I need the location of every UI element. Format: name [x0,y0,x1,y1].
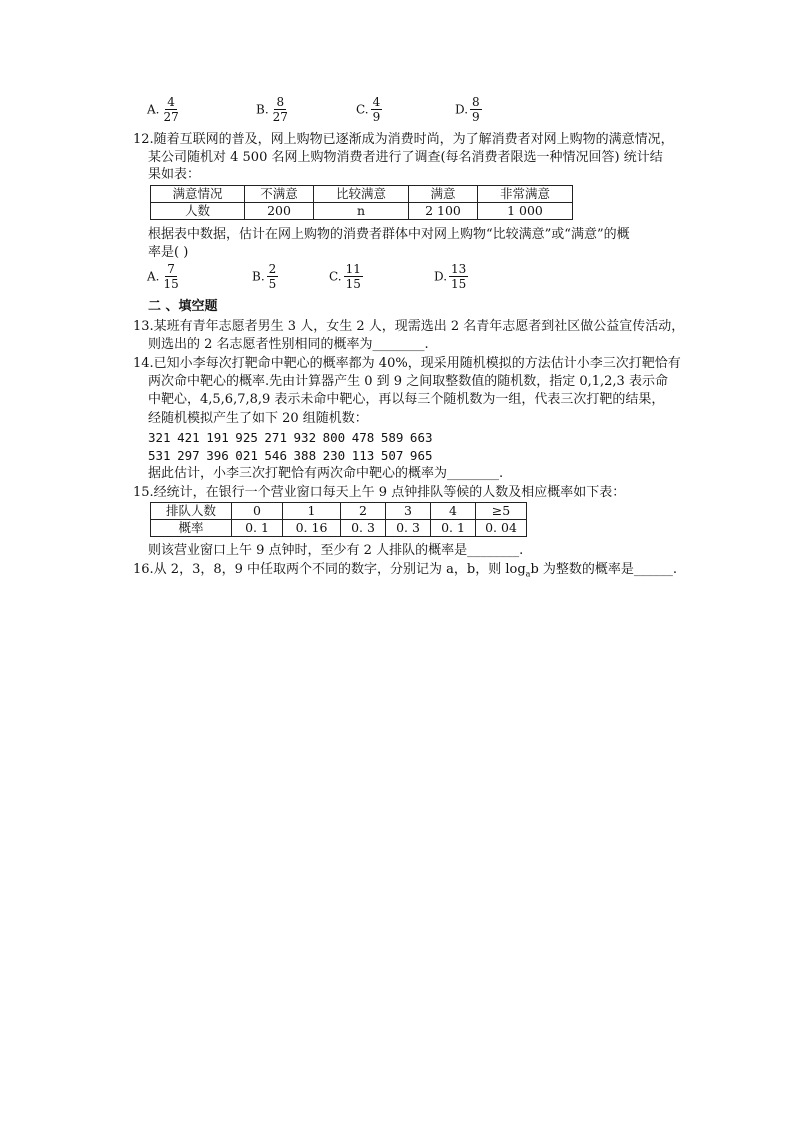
table-cell: 0 [232,503,283,520]
q12-line-1: 12.随着互联网的普及，网上购物已逐渐成为消费时尚，为了解消费者对网上购物的满意情况， [133,132,674,147]
option-label: A. [147,102,160,117]
q14-line-3: 中靶心，4,5,6,7,8,9 表示未命中靶心，再以每三个随机数为一组，代表三次打靶的结果， [148,392,665,407]
table-cell: 1 [283,503,341,520]
table-cell: 0. 1 [232,520,283,537]
fraction: $\frac{13}{15}$ [451,262,467,291]
q11-option-a [147,96,181,123]
table-cell: 满意情况 [151,186,245,203]
option-label: D. [455,102,469,117]
table-row [151,520,527,537]
satisfaction-table [150,185,573,220]
table-cell: 2 100 [409,203,478,220]
fraction: $\frac{11}{15}$ [345,262,361,291]
table-cell: 0. 16 [283,520,341,537]
table-cell: 0. 3 [341,520,386,537]
table-cell: 200 [245,203,314,220]
q12-line-2: 某公司随机对 4 500 名网上购物消费者进行了调查(每名消费者限选一种情况回答) 统计结 [148,150,663,165]
table-cell: 满意 [409,186,478,203]
table-cell: 0. 3 [386,520,431,537]
fraction: $\frac{7}{15}$ [163,262,179,291]
q12-option-d [434,263,468,290]
table-cell: 4 [431,503,476,520]
option-label: B. [252,269,265,284]
q14-line-5: 据此估计，小李三次打靶恰有两次命中靶心的概率为________. [148,466,504,481]
queue-probability-table [150,502,527,537]
fraction: $\frac{4}{27}$ [163,95,179,124]
option-label: C. [329,269,342,284]
q14-line-1: 14.已知小李每次打靶命中靶心的概率都为 40%，现采用随机模拟的方法估计小李三次打靶恰有 [133,356,681,371]
table-cell: 0. 1 [431,520,476,537]
random-numbers-row-1: 321 421 191 925 271 932 800 478 589 663 [148,430,433,445]
q12-line-4: 根据表中数据，估计在网上购物的消费者群体中对网上购物“比较满意”或“满意”的概 [148,227,630,242]
q12-option-b [252,263,278,290]
table-cell: 不满意 [245,186,314,203]
q14-line-4: 经随机模拟产生了如下 20 组随机数： [148,411,368,426]
q16-text-post: b 为整数的概率是______. [530,562,678,577]
table-cell: 排队人数 [151,503,232,520]
q11-option-d [455,96,482,123]
table-cell: ≥5 [476,503,527,520]
fraction: $\frac{2}{5}$ [268,262,277,291]
table-row [151,203,573,220]
q12-option-a [147,263,181,290]
table-cell: 非常满意 [478,186,573,203]
q16-line [133,561,677,584]
table-cell: 1 000 [478,203,573,220]
q15-line-2: 则该营业窗口上午 9 点钟时，至少有 2 人排队的概率是________. [148,543,524,558]
random-numbers-row-2: 531 297 396 021 546 388 230 113 507 965 [148,448,433,463]
q12-line-3: 果如表： [148,167,201,182]
table-cell: 2 [341,503,386,520]
option-label: B. [256,102,269,117]
fraction: $\frac{8}{27}$ [272,95,288,124]
table-cell: 人数 [151,203,245,220]
table-cell: 概率 [151,520,232,537]
table-cell: 0. 04 [476,520,527,537]
option-label: C. [356,102,369,117]
q12-option-c [329,263,363,290]
option-label: D. [434,269,448,284]
q12-line-5: 率是( ) [148,245,189,260]
fraction: $\frac{4}{9}$ [372,95,381,124]
fraction: $\frac{8}{9}$ [472,95,480,124]
q11-option-c [356,96,382,123]
q16-log-base: a [525,569,531,579]
q16-text-pre: 16.从 2，3，8，9 中任取两个不同的数字，分别记为 a，b，则 log [133,562,526,577]
table-row [151,503,527,520]
q13-line-2: 则选出的 2 名志愿者性别相同的概率为________. [148,337,429,352]
q15-line-1: 15.经统计，在银行一个营业窗口每天上午 9 点钟排队等候的人数及相应概率如下表： [133,485,626,500]
section-heading: 二 、填空题 [148,299,218,314]
q13-line-1: 13.某班有青年志愿者男生 3 人，女生 2 人，现需选出 2 名青年志愿者到社区做公益宣传活动， [133,319,685,334]
table-cell: n [314,203,409,220]
table-cell: 3 [386,503,431,520]
q14-line-2: 两次命中靶心的概率.先由计算器产生 0 到 9 之间取整数值的随机数，指定 0,1,2,3 表示命 [148,374,668,389]
table-cell: 比较满意 [314,186,409,203]
q11-option-b [256,96,290,123]
option-label: A. [147,269,160,284]
table-row [151,186,573,203]
